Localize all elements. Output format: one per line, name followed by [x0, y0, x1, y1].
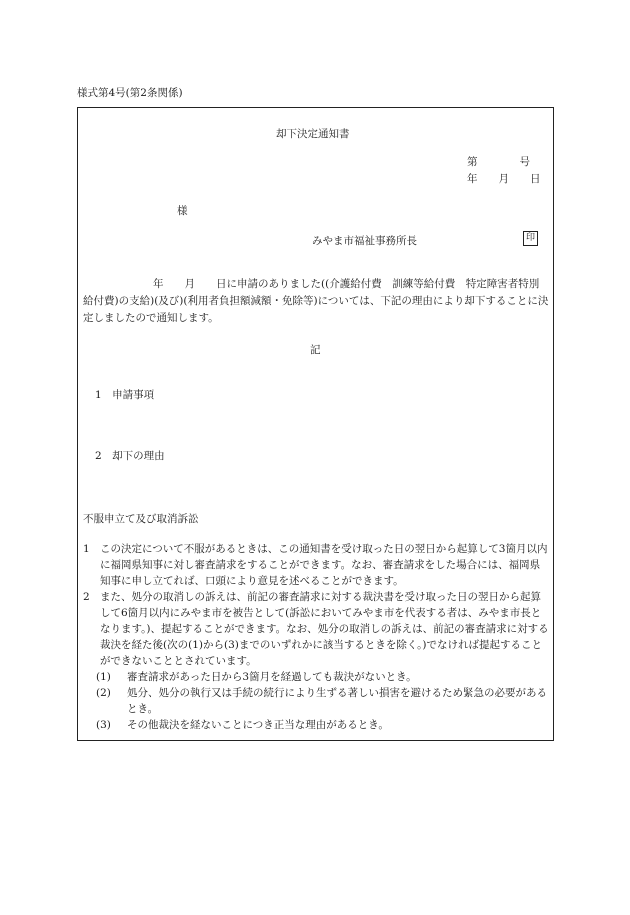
appeals-section	[83, 541, 549, 733]
appeal-condition-1-text: 審査請求があった日から3箇月を経過しても裁決がないとき。	[127, 671, 417, 683]
body-paragraph: 年 月 日に申請のありました((介護給付費 訓練等給付費 特定障害者特別給付費)の支給)(及び)(利用者負担額減額・免除等)については、下記の理由により却下することに決定しましたので通知します。	[83, 278, 549, 324]
addressee-suffix: 様	[177, 205, 188, 217]
form-label: 様式第4号(第2条関係)	[77, 87, 183, 99]
reference-number: 第 号	[467, 156, 530, 168]
appeal-condition-2-text: 処分、処分の執行又は手続の続行により生ずる著しい損害を避けるため緊急の必要があるとき。	[127, 687, 547, 715]
appeal-item-1	[83, 541, 549, 589]
seal-mark: 印	[523, 231, 538, 246]
appeals-heading: 不服申立て及び取消訴訟	[83, 513, 199, 525]
appeal-condition-2-number: (2)	[96, 687, 111, 699]
document-title: 却下決定通知書	[276, 128, 350, 140]
appeal-condition-3-number: (3)	[96, 719, 111, 731]
appeal-condition-1	[83, 669, 549, 685]
appeal-item-2-text: また、処分の取消しの訴えは、前記の審査請求に対する裁決書を受け取った日の翌日から起算して6箇月以内にみやま市を被告として(訴訟においてみやま市を代表する者は、みやま市長となります。)、提起することができます。なお、処分の取消しの訴えは、前記の審査請求に対する裁決を経た後(次の(1)から(3)までのいずれかに該当するときを除く。)でなければ提起することができないこととされています。	[100, 591, 549, 667]
appeal-item-2-number: 2	[83, 591, 90, 603]
item-rejection-reason: 2 却下の理由	[95, 450, 165, 462]
appeal-condition-1-number: (1)	[96, 671, 111, 683]
issuer-name: みやま市福祉事務所長	[312, 235, 417, 247]
item-application-matter: 1 申請事項	[95, 389, 155, 401]
appeal-condition-2	[83, 685, 549, 717]
notice-date: 年 月 日	[467, 173, 541, 185]
appeal-condition-3	[83, 717, 549, 733]
appeal-item-1-text: この決定について不服があるときは、この通知書を受け取った日の翌日から起算して3箇月以内に福岡県知事に対し審査請求をすることができます。なお、審査請求をした場合には、福岡県知事に申し立てれば、口頭により意見を述べることができます。	[100, 543, 548, 587]
appeal-condition-3-text: その他裁決を経ないことにつき正当な理由があるとき。	[127, 719, 389, 731]
appeal-item-2	[83, 589, 549, 669]
appeal-item-1-number: 1	[83, 543, 90, 555]
record-heading: 記	[310, 344, 321, 356]
